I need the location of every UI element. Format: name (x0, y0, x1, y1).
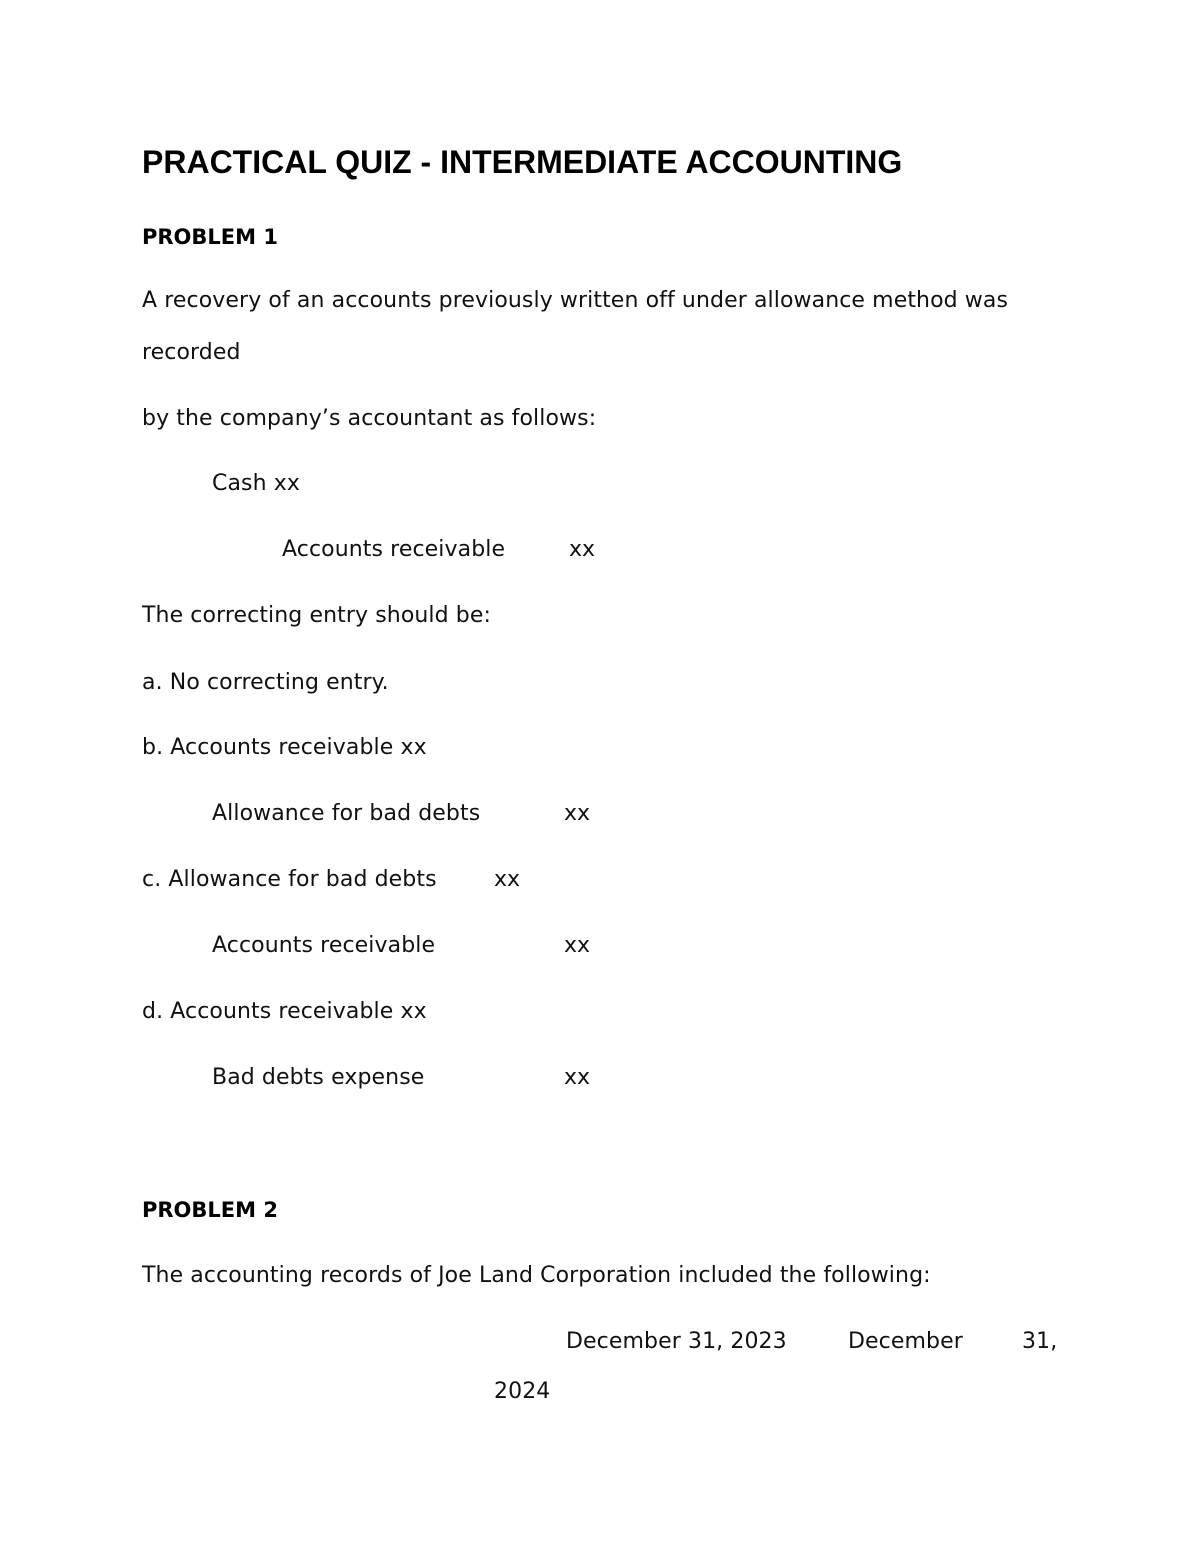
problem-1-intro-line-2: recorded (142, 340, 241, 365)
problem-1-intro-line-1: A recovery of an accounts previously written off under allowance method was (142, 288, 1009, 313)
option-d-credit-amount: xx (564, 1065, 591, 1090)
option-c-debit-account: c. Allowance for bad debts (142, 867, 437, 892)
page-title: PRACTICAL QUIZ - INTERMEDIATE ACCOUNTING (142, 144, 903, 180)
option-c-debit-amount: xx (494, 867, 521, 892)
option-b-credit-amount: xx (564, 801, 591, 826)
option-b-debit: b. Accounts receivable xx (142, 735, 427, 760)
entry-credit-account: Accounts receivable (282, 537, 506, 562)
problem-2-intro: The accounting records of Joe Land Corporation included the following: (142, 1263, 931, 1288)
column-header-2024-part-1: December (848, 1329, 963, 1354)
column-header-2024-wrap: 2024 (494, 1379, 551, 1404)
problem-1-question: The correcting entry should be: (142, 603, 492, 628)
option-a: a. No correcting entry. (142, 670, 389, 695)
column-header-2023: December 31, 2023 (566, 1329, 787, 1354)
problem-1-intro-line-3: by the company’s accountant as follows: (142, 406, 597, 431)
option-d-debit: d. Accounts receivable xx (142, 999, 427, 1024)
option-c-credit-amount: xx (564, 933, 591, 958)
option-c-credit-account: Accounts receivable (212, 933, 436, 958)
problem-2-heading: PROBLEM 2 (142, 1198, 278, 1222)
entry-debit-line: Cash xx (212, 471, 300, 496)
problem-1-heading: PROBLEM 1 (142, 225, 278, 249)
option-d-credit-account: Bad debts expense (212, 1065, 425, 1090)
entry-credit-amount: xx (569, 537, 596, 562)
option-b-credit-account: Allowance for bad debts (212, 801, 481, 826)
column-header-2024-part-2: 31, (1022, 1329, 1058, 1354)
